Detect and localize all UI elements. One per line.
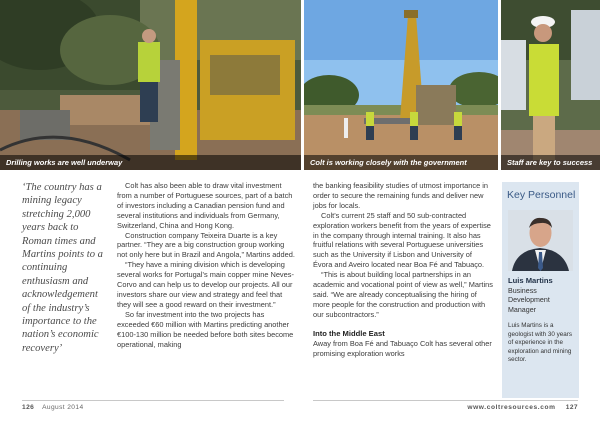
government-photo-image xyxy=(304,0,498,170)
photo-drilling xyxy=(0,0,301,170)
photo-staff xyxy=(501,0,600,170)
photo-caption: Drilling works are well underway xyxy=(0,155,301,170)
photo-caption: Staff are key to success xyxy=(501,155,600,170)
paragraph: “They have a mining division which is developing several works for Portugal’s main copper mine Neves-Corvo and can help us to develop our projects. All our investors share our view and strategy and feel that they will see a good reward on their investment.” xyxy=(117,260,294,309)
paragraph: Construction company Teixeira Duarte is a key partner. “They are a big construction group working not only here but in Brazil and Angola,” Martins added. xyxy=(117,230,295,260)
personnel-description: Luis Martins is a geologist with 30 years of experience in the exploration and mining sector. xyxy=(508,322,573,364)
key-personnel-panel xyxy=(502,182,579,398)
paragraph: the banking feasibility studies of utmost importance in order to secure the remaining funds and deliver new jobs for locals. xyxy=(313,181,489,210)
paragraph: Away from Boa Fé and Tabuaço Colt has several other promising exploration works xyxy=(313,338,492,358)
photo-caption: Colt is working closely with the government xyxy=(304,155,498,170)
article-column-1 xyxy=(117,181,295,349)
page-number-left: 126 xyxy=(22,404,35,411)
footer-left xyxy=(22,404,84,411)
drilling-photo-image xyxy=(0,0,301,170)
article-column-2 xyxy=(313,181,493,358)
footer-rule-right xyxy=(313,400,578,401)
personnel-role: Business Development Manager xyxy=(508,287,550,314)
personnel-name: Luis Martins xyxy=(508,276,553,285)
page-number-right: 127 xyxy=(565,404,578,411)
photo-government xyxy=(304,0,498,170)
footer-rule-left xyxy=(22,400,284,401)
paragraph: Colt has also been able to draw vital investment from a number of Portuguese sources, part of a batch of investors including a Canadian pension fund and several institutions and individuals from Germany, Switzerland, China and Hong Kong. xyxy=(117,181,293,230)
paragraph: “This is about building local partnerships in an academic and vocational point of view as well,” Martins said. “We are already conceptualising the hiring of more people for the construction and production with our subcontractors.” xyxy=(313,270,493,319)
portrait-image xyxy=(508,210,573,271)
issue-date: August 2014 xyxy=(42,404,84,411)
website-url: www.coltresources.com xyxy=(467,404,556,411)
pull-quote: ‘The country has a mining legacy stretching 2,000 years back to Roman times and Martins points to a continuing enthusiasm and acknowledgement of the industry’s importance to the nation’s economic recovery’ xyxy=(22,182,103,354)
paragraph: Colt’s current 25 staff and 50 sub-contracted exploration workers benefit from the years of expertise in the company through internal training. It also has fruitful relations with several Portuguese universities such as the University if Lisbon and University of Évora and Aveiro located near Boa Fé and Tabuaço. xyxy=(313,210,491,270)
paragraph: So far investment into the two projects has exceeded €60 million with Martins predicting another €100-130 million be needed before both sites become operational, making xyxy=(117,309,294,349)
personnel-portrait xyxy=(508,210,573,271)
section-heading: Into the Middle East xyxy=(313,328,385,338)
staff-photo-image xyxy=(501,0,600,170)
footer-right xyxy=(467,404,578,411)
key-personnel-title: Key Personnel xyxy=(507,189,576,201)
